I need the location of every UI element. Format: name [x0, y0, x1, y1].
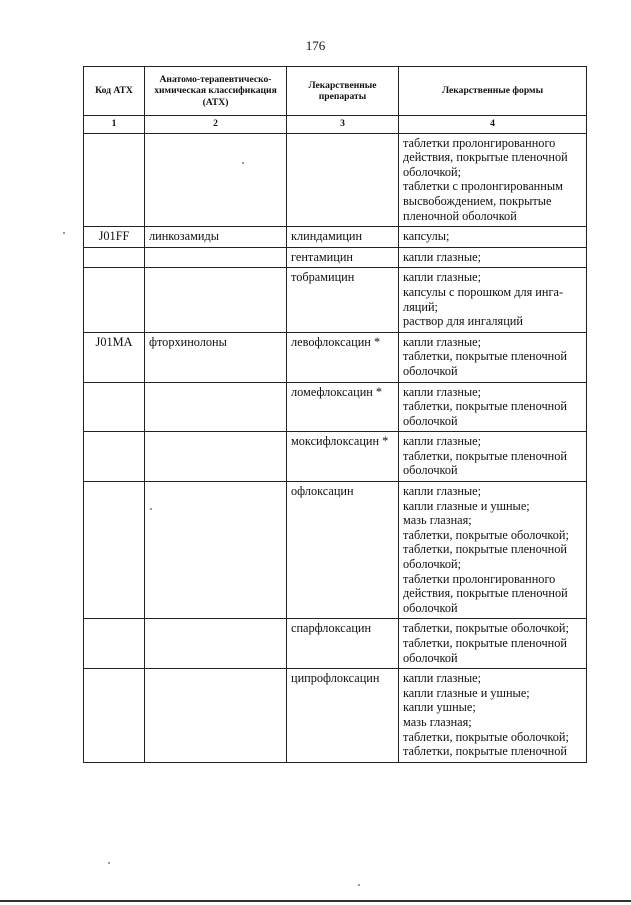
column-number: 1 — [84, 116, 145, 134]
forms-cell — [399, 619, 587, 669]
classification-cell — [145, 268, 287, 332]
scan-speck — [63, 232, 65, 234]
dosage-form: капли глазные; — [403, 270, 482, 285]
header-row — [84, 67, 587, 116]
dosage-form: таблетки с пролонгированным высвобождением, покрытые пленочной оболочкой — [403, 179, 563, 223]
header-forms: Лекарственные формы — [399, 67, 587, 116]
dosage-form: раствор для ингаляций — [403, 314, 523, 329]
atx-table — [83, 66, 587, 763]
forms-cell — [399, 432, 587, 482]
forms-cell — [399, 247, 587, 268]
table-row — [84, 268, 587, 332]
header-drugs: Лекарственные препараты — [287, 67, 399, 116]
column-numbers-row — [84, 116, 587, 134]
dosage-form: таблетки, покрытые пленочной оболочкой — [403, 349, 567, 378]
table-row — [84, 133, 587, 227]
header-classification: Анатомо-терапевтическо-химическая классификация (АТХ) — [145, 67, 287, 116]
forms-cell — [399, 227, 587, 248]
dosage-form: таблетки, покрытые оболочкой; — [403, 527, 569, 542]
dosage-form: таблетки, покрытые пленочной — [403, 744, 567, 759]
dosage-form: мазь глазная; — [403, 714, 472, 729]
drug-cell — [287, 133, 399, 227]
atx-code-cell — [84, 619, 145, 669]
classification-cell — [145, 669, 287, 763]
classification-cell — [145, 432, 287, 482]
atx-code-cell: J01MA — [84, 332, 145, 382]
drug-cell: тобрамицин — [287, 268, 399, 332]
dosage-form: капсулы; — [403, 229, 450, 244]
atx-code-cell — [84, 247, 145, 268]
classification-cell — [145, 133, 287, 227]
scan-speck — [150, 508, 152, 510]
drug-cell: офлоксацин — [287, 482, 399, 619]
classification-cell: линкозамиды — [145, 227, 287, 248]
scan-speck — [358, 884, 360, 886]
column-number: 3 — [287, 116, 399, 134]
dosage-form: таблетки, покрытые оболочкой; — [403, 621, 569, 636]
drug-cell: клиндамицин — [287, 227, 399, 248]
classification-cell — [145, 619, 287, 669]
atx-code-cell — [84, 432, 145, 482]
dosage-form: капсулы с порошком для инга-ляций; — [403, 284, 564, 314]
dosage-form: капли глазные; — [403, 484, 482, 499]
classification-cell — [145, 247, 287, 268]
dosage-form: капли ушные; — [403, 700, 476, 715]
dosage-form: таблетки пролонгированного действия, покрытые пленочной оболочкой — [403, 571, 568, 615]
classification-cell — [145, 482, 287, 619]
page-number: 176 — [305, 38, 326, 53]
forms-cell — [399, 133, 587, 227]
dosage-form: капли глазные; — [403, 434, 482, 449]
forms-cell — [399, 268, 587, 332]
scan-speck — [108, 862, 110, 864]
dosage-form: таблетки, покрытые пленочной оболочкой; — [403, 542, 567, 572]
atx-code-cell — [84, 268, 145, 332]
dosage-form: таблетки, покрытые оболочкой; — [403, 729, 569, 744]
column-number: 4 — [399, 116, 587, 134]
dosage-form: капли глазные и ушные; — [403, 685, 530, 700]
atx-code-cell — [84, 382, 145, 432]
forms-cell — [399, 669, 587, 763]
table-row — [84, 247, 587, 268]
page-bottom-border — [0, 900, 631, 902]
forms-cell — [399, 382, 587, 432]
table-row — [84, 619, 587, 669]
table-row — [84, 227, 587, 248]
dosage-form: капли глазные; — [403, 671, 482, 686]
dosage-form: таблетки, покрытые пленочной оболочкой — [403, 636, 567, 665]
dosage-form: таблетки пролонгированного действия, покрытые пленочной оболочкой; — [403, 135, 568, 179]
table-row — [84, 332, 587, 382]
drug-cell: левофлоксацин * — [287, 332, 399, 382]
drug-cell: спарфлоксацин — [287, 619, 399, 669]
dosage-form: таблетки, покрытые пленочной оболочкой — [403, 448, 567, 478]
dosage-form: капли глазные и ушные; — [403, 498, 530, 513]
dosage-form: капли глазные; — [403, 249, 482, 264]
dosage-form: капли глазные; — [403, 384, 482, 399]
dosage-form: капли глазные; — [403, 334, 482, 349]
column-number: 2 — [145, 116, 287, 134]
table-row — [84, 382, 587, 432]
header-code: Код АТХ — [84, 67, 145, 116]
dosage-form: мазь глазная; — [403, 513, 472, 528]
scan-speck — [242, 162, 244, 164]
forms-cell — [399, 332, 587, 382]
classification-cell — [145, 382, 287, 432]
table-row — [84, 432, 587, 482]
classification-cell: фторхинолоны — [145, 332, 287, 382]
atx-code-cell — [84, 133, 145, 227]
atx-code-cell: J01FF — [84, 227, 145, 248]
forms-cell — [399, 482, 587, 619]
drug-cell: ломефлоксацин * — [287, 382, 399, 432]
table-row — [84, 482, 587, 619]
atx-code-cell — [84, 669, 145, 763]
drug-cell: гентамицин — [287, 247, 399, 268]
drug-cell: ципрофлоксацин — [287, 669, 399, 763]
atx-code-cell — [84, 482, 145, 619]
drug-cell: моксифлоксацин * — [287, 432, 399, 482]
dosage-form: таблетки, покрытые пленочной оболочкой — [403, 399, 567, 428]
table-row — [84, 669, 587, 763]
